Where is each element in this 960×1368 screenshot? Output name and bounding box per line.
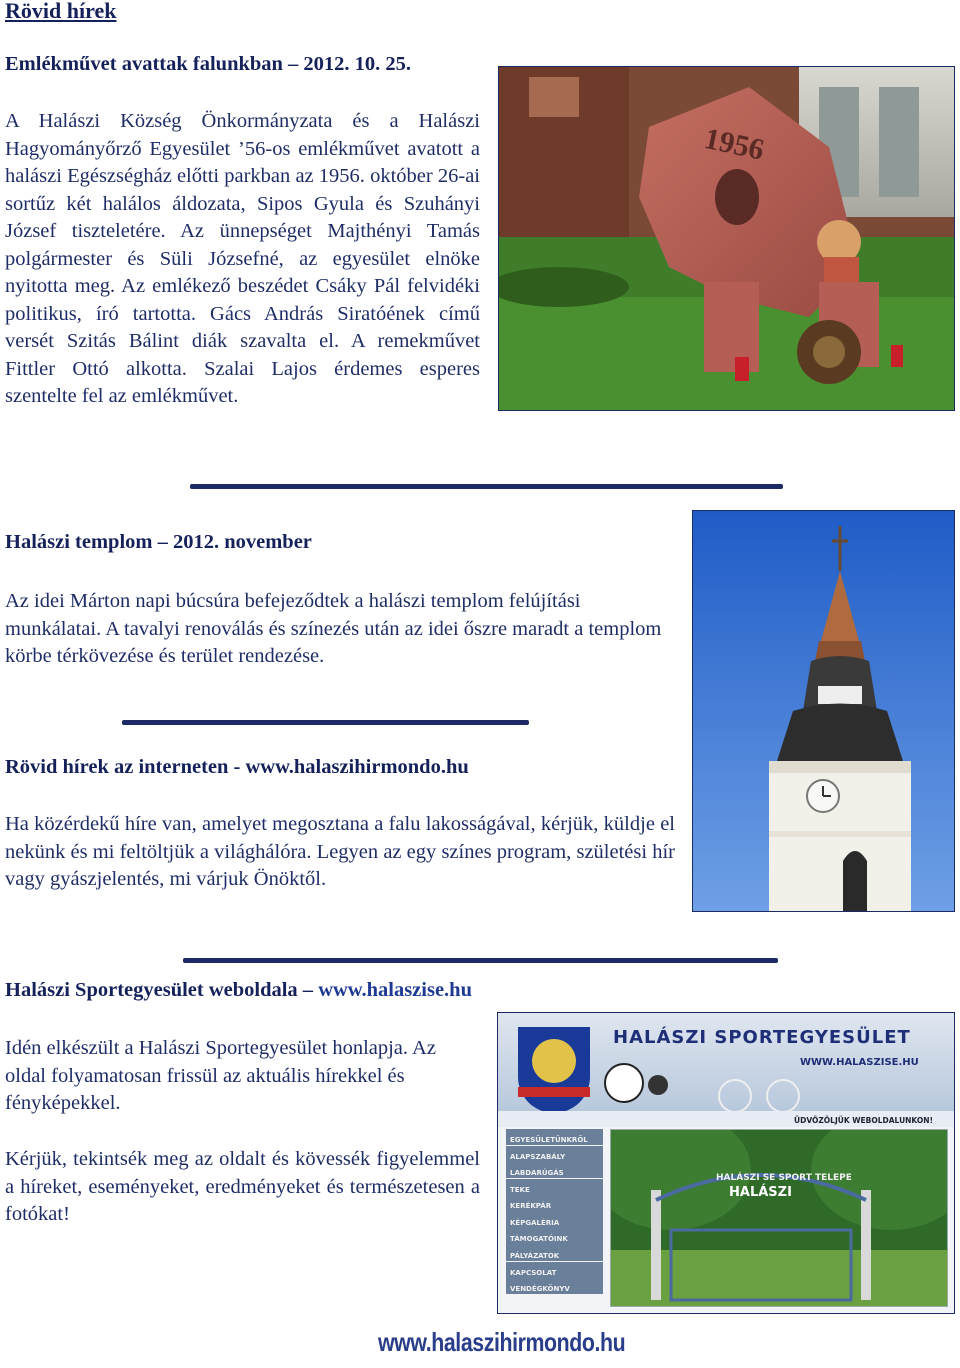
bicycle-icon bbox=[718, 1079, 752, 1113]
section-divider bbox=[122, 720, 529, 725]
bowling-icon bbox=[648, 1075, 668, 1095]
website-menu-item[interactable]: LABDARÚGÁS bbox=[506, 1162, 603, 1178]
website-menu-item[interactable]: KERÉKPÁR bbox=[506, 1195, 603, 1211]
article4-heading bbox=[5, 979, 472, 1002]
article1-heading: Emlékművet avattak falunkban – 2012. 10. 25. bbox=[5, 53, 412, 75]
halaszise-link[interactable]: www.halaszise.hu bbox=[318, 979, 472, 1001]
website-banner-title: HALÁSZI SPORTEGYESÜLET bbox=[613, 1027, 911, 1048]
website-menu-item[interactable]: PÁLYÁZATOK bbox=[506, 1245, 603, 1261]
website-banner-url: WWW.HALASZISE.HU bbox=[800, 1057, 919, 1068]
gate-text: HALÁSZI SE SPORT TELEPE bbox=[716, 1173, 852, 1183]
page-title: Rövid hírek bbox=[5, 0, 117, 23]
church-illustration bbox=[693, 511, 954, 911]
website-menu-item[interactable]: EGYESÜLETÜNKRŐL bbox=[506, 1129, 603, 1145]
article2-heading: Halászi templom – 2012. november bbox=[5, 531, 312, 553]
website-menu-item[interactable]: VENDÉGKÖNYV bbox=[506, 1278, 603, 1294]
website-menu bbox=[506, 1129, 603, 1295]
article4-body1: Idén elkészült a Halászi Sportegyesület honlapja. Az oldal folyamatosan frissül az aktuális hírekkel és fényképekkel. bbox=[5, 1037, 436, 1114]
club-crest-icon bbox=[518, 1027, 590, 1113]
section-divider bbox=[190, 484, 783, 489]
church-photo bbox=[692, 510, 955, 912]
memorial-illustration bbox=[499, 67, 954, 410]
article4-heading-text: Halászi Sportegyesület weboldala – bbox=[5, 979, 319, 1001]
football-icon bbox=[604, 1063, 644, 1103]
section-divider bbox=[183, 958, 778, 963]
memorial-photo bbox=[498, 66, 955, 411]
website-menu-item[interactable]: KAPCSOLAT bbox=[506, 1262, 603, 1278]
article3-body: Ha közérdekű híre van, amelyet megosztana a falu lakosságával, kérjük, küldje el nekünk és mi feltöltjük a világhálóra. Legyen az egy színes program, születési hír vagy gyászjelentés, mi várjuk Önöktől. bbox=[5, 813, 675, 890]
website-menu-item[interactable]: KÉPGALÉRIA bbox=[506, 1212, 603, 1228]
website-menu-item[interactable]: TÁMOGATÓINK bbox=[506, 1228, 603, 1244]
article1-body: A Halászi Község Önkormányzata és a Halászi Hagyományőrző Egyesület ’56-os emlékművet avatott a halászi Egészségház előtti parkban az 1956. október 26-ai sortűz két halálos áldozata, Sipos Gyula és Szuhányi József tiszteletére. Az ünnepséget Majthényi Tamás polgármester és Süli Józsefné, az egyesület elnöke nyitotta meg. Az emlékező beszédet Csáky Pál felvidéki politikus, író tartotta. Gács András Siratóének című versét Szitás Bálint diák szavalta el. A remekművet Fittler Ottó alkotta. Szalai Lajos érdemes esperes szentelte fel az emlékművet. bbox=[5, 110, 480, 407]
stone-year: 1956 bbox=[701, 121, 767, 167]
article3-heading: Rövid hírek az interneten - www.halaszihirmondo.hu bbox=[5, 756, 469, 778]
website-menu-item[interactable]: TEKE bbox=[506, 1179, 603, 1195]
article2-body: Az idei Márton napi búcsúra befejeződtek a halászi templom felújítási munkálatai. A tavalyi renoválás és színezés után az idei őszre maradt a templom körbe térkövezése és terület rendezése. bbox=[5, 590, 662, 667]
article4-body2: Kérjük, tekintsék meg az oldalt és kövessék figyelemmel a híreket, eseményeket, eredményeket és természetesen a fotókat! bbox=[5, 1148, 480, 1225]
footer-url[interactable]: www.halaszihirmondo.hu bbox=[378, 1327, 626, 1357]
website-gate-photo bbox=[610, 1129, 948, 1307]
website-screenshot bbox=[497, 1012, 955, 1314]
website-welcome: ÜDVÖZÖLJÜK WEBOLDALUNKON! bbox=[794, 1116, 933, 1125]
website-menu-item[interactable]: ALAPSZABÁLY bbox=[506, 1146, 603, 1162]
gate-name: HALÁSZI bbox=[729, 1185, 792, 1200]
